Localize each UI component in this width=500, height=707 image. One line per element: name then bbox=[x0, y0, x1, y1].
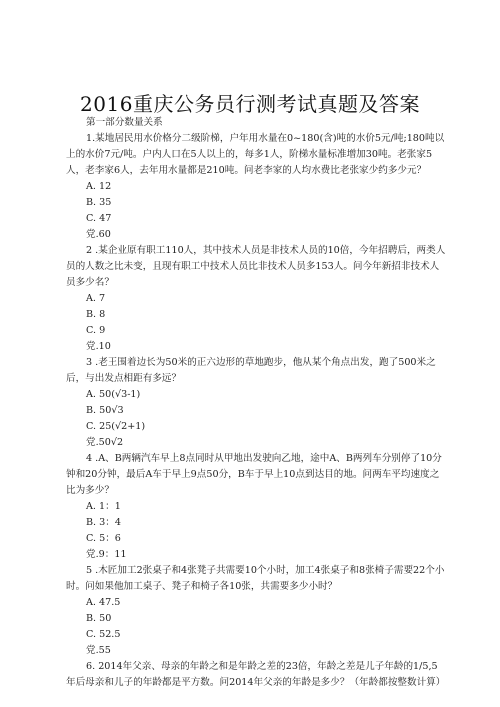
option-a: A. 12 bbox=[86, 181, 112, 192]
option-c: C. 5：6 bbox=[86, 533, 121, 544]
question-2 bbox=[66, 243, 446, 355]
document-body bbox=[66, 115, 446, 691]
section-heading: 第一部分数量关系 bbox=[86, 117, 163, 128]
option-c: C. 9 bbox=[86, 325, 106, 336]
option-a: A. 47.5 bbox=[86, 597, 121, 608]
option-b: B. 3：4 bbox=[86, 517, 121, 528]
option-b: B. 8 bbox=[86, 309, 106, 320]
option-c: C. 25(√2+1) bbox=[86, 421, 146, 432]
question-text: 5 .木匠加工2张桌子和4张凳子共需要10个小时，加工4张桌子和8张椅子需要22个小时。问如果他加工桌子、凳子和椅子各10张，共需要多少小时？ bbox=[66, 565, 445, 592]
option-b: B. 50 bbox=[86, 613, 112, 624]
question-text: 6. 2014年父亲、母亲的年龄之和是年龄之差的23倍，年龄之差是儿子年龄的1/5,5年后母亲和儿子的年龄都是平方数。问2014年父亲的年龄是多少？（年龄都按整数计算） bbox=[66, 661, 446, 688]
option-a: A. 7 bbox=[86, 293, 106, 304]
question-text: 1.某地居民用水价格分二级阶梯，户年用水量在0~180(含)吨的水价5元/吨;180吨以上的水价7元/吨。户内人口在5人以上的，每多1人，阶梯水量标准增加30吨。老张家5人，老李家6人，去年用水量都是210吨。问老李家的人均水费比老张家少约多少元？ bbox=[66, 133, 445, 176]
option-a: A. 50(√3-1) bbox=[86, 389, 141, 400]
option-d: 党.50√2 bbox=[86, 437, 124, 448]
option-d: 党.55 bbox=[86, 645, 111, 656]
option-d: 党.60 bbox=[86, 229, 111, 240]
question-text: 2 .某企业原有职工110人，其中技术人员是非技术人员的10倍，今年招聘后，两类人员的人数之比未变，且现有职工中技术人员比非技术人员多153人。问今年新招非技术人员多少名？ bbox=[66, 245, 446, 288]
option-c: C. 47 bbox=[86, 213, 112, 224]
question-5 bbox=[66, 563, 446, 659]
question-text: 4 .A、B两辆汽车早上8点同时从甲地出发驶向乙地，途中A、B两列车分别停了10分钟和20分钟，最后A车于早上9点50分，B车于早上10点到达目的地。问两车平均速度之比为多少？ bbox=[66, 453, 442, 496]
option-c: C. 52.5 bbox=[86, 629, 121, 640]
option-b: B. 50√3 bbox=[86, 405, 124, 416]
question-1 bbox=[66, 131, 446, 243]
question-3 bbox=[66, 355, 446, 451]
question-4 bbox=[66, 451, 446, 563]
option-a: A. 1：1 bbox=[86, 501, 121, 512]
option-d: 党.10 bbox=[86, 341, 111, 352]
question-6 bbox=[66, 659, 446, 691]
question-text: 3 .老王围着边长为50米的正六边形的草地跑步，他从某个角点出发，跑了500米之后，与出发点相距有多远？ bbox=[66, 357, 436, 384]
option-d: 党.9：11 bbox=[86, 549, 127, 560]
document-title: 2016重庆公务员行测考试真题及答案 bbox=[80, 92, 420, 116]
option-b: B. 35 bbox=[86, 197, 112, 208]
